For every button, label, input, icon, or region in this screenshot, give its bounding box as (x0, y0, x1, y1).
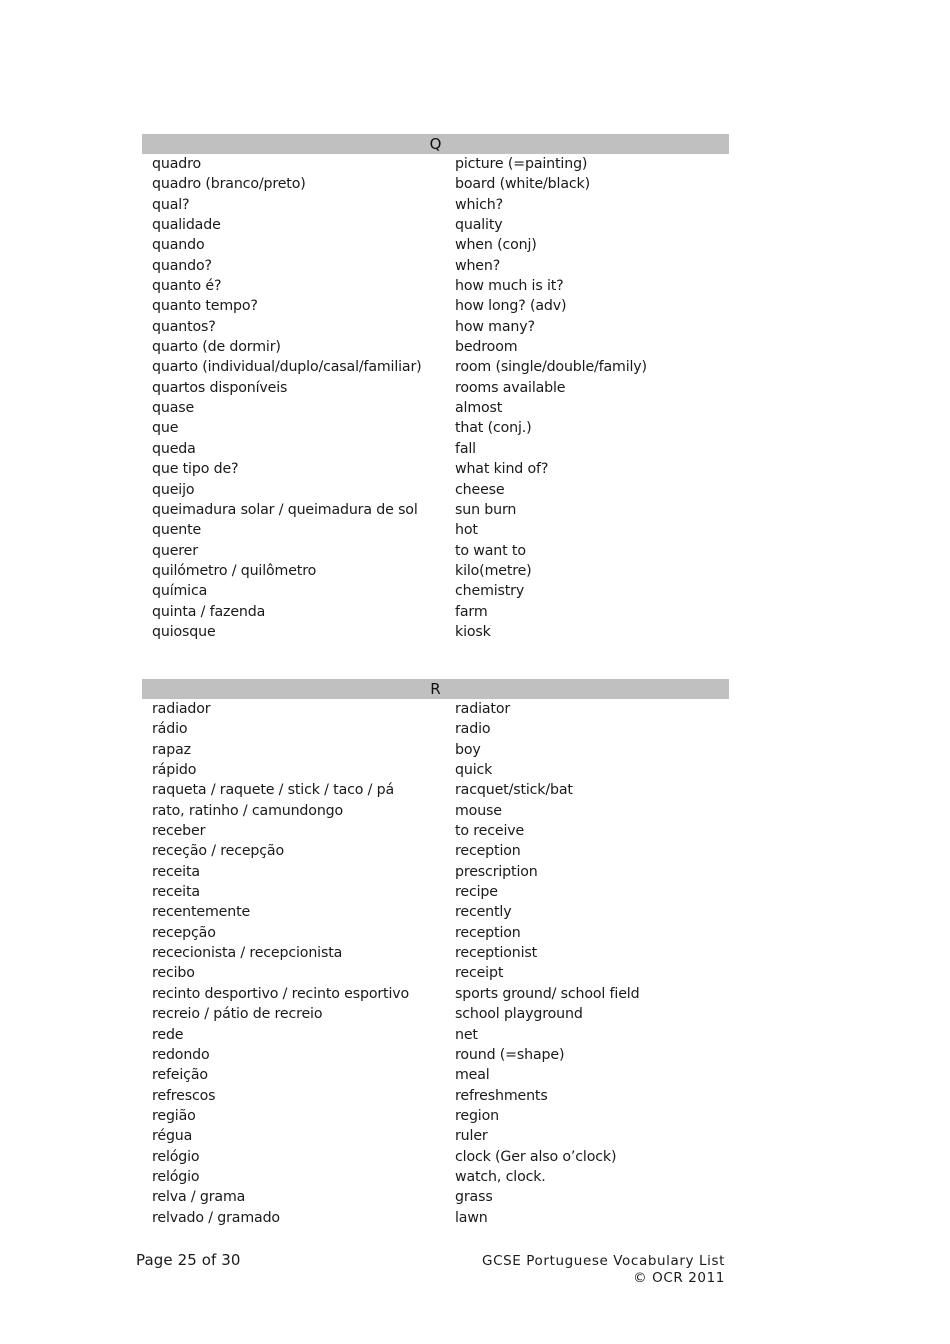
vocab-row (142, 801, 729, 821)
document-title: GCSE Portuguese Vocabulary List (482, 1253, 725, 1269)
english-translation: grass (455, 1189, 493, 1206)
portuguese-term: que (152, 420, 179, 437)
vocab-row (142, 719, 729, 739)
english-translation: almost (455, 400, 503, 417)
vocab-row (142, 276, 729, 296)
vocab-row (142, 602, 729, 622)
vocab-row (142, 480, 729, 500)
portuguese-term: quarto (individual/duplo/casal/familiar) (152, 359, 422, 376)
english-translation: reception (455, 843, 521, 860)
portuguese-term: quando (152, 237, 205, 254)
portuguese-term: relvado / gramado (152, 1209, 280, 1226)
english-translation: which? (455, 196, 503, 213)
portuguese-term: recentemente (152, 904, 251, 921)
english-translation: hot (455, 522, 478, 539)
english-translation: fall (455, 440, 476, 457)
english-translation: ruler (455, 1128, 488, 1145)
english-translation: clock (Ger also o’clock) (455, 1148, 617, 1165)
portuguese-term: relva / grama (152, 1189, 246, 1206)
portuguese-term: rececionista / recepcionista (152, 945, 343, 962)
portuguese-term: quase (152, 400, 195, 417)
portuguese-term: rato, ratinho / camundongo (152, 802, 344, 819)
portuguese-term: rápido (152, 762, 197, 779)
vocab-row (142, 862, 729, 882)
english-translation: region (455, 1107, 499, 1124)
portuguese-term: que tipo de? (152, 461, 239, 478)
vocab-row (142, 760, 729, 780)
english-translation: kilo(metre) (455, 562, 532, 579)
vocab-row (142, 1086, 729, 1106)
english-translation: meal (455, 1067, 490, 1084)
portuguese-term: recinto desportivo / recinto esportivo (152, 985, 410, 1002)
vocab-list-q (142, 154, 729, 642)
vocab-row (142, 317, 729, 337)
portuguese-term: rapaz (152, 741, 191, 758)
english-translation: picture (=painting) (455, 156, 588, 172)
english-translation: room (single/double/family) (455, 359, 647, 376)
portuguese-term: queda (152, 440, 196, 457)
vocab-row (142, 541, 729, 561)
portuguese-term: quanto é? (152, 278, 222, 295)
english-translation: radio (455, 721, 491, 738)
english-translation: how much is it? (455, 278, 564, 295)
vocab-row (142, 378, 729, 398)
english-translation: when (conj) (455, 237, 537, 254)
portuguese-term: recepção (152, 924, 216, 941)
vocab-row (142, 581, 729, 601)
english-translation: quality (455, 217, 503, 234)
portuguese-term: receção / recepção (152, 843, 285, 860)
section-header-r: R (142, 679, 729, 699)
page-number: Page 25 of 30 (136, 1251, 241, 1269)
copyright: © OCR 2011 (633, 1269, 725, 1286)
english-translation: net (455, 1026, 478, 1043)
portuguese-term: régua (152, 1128, 193, 1145)
portuguese-term: recreio / pátio de recreio (152, 1006, 323, 1023)
vocab-row (142, 154, 729, 174)
english-translation: rooms available (455, 379, 566, 396)
vocab-row (142, 439, 729, 459)
english-translation: quick (455, 762, 493, 779)
portuguese-term: química (152, 583, 208, 600)
portuguese-term: quanto tempo? (152, 298, 258, 315)
vocab-row (142, 256, 729, 276)
portuguese-term: receita (152, 884, 200, 901)
portuguese-term: relógio (152, 1168, 200, 1185)
vocab-list-r (142, 699, 729, 1228)
vocab-row (142, 1065, 729, 1085)
english-translation: bedroom (455, 339, 518, 356)
vocab-row (142, 1208, 729, 1228)
portuguese-term: recibo (152, 965, 195, 982)
vocab-row (142, 215, 729, 235)
english-translation: that (conj.) (455, 420, 532, 437)
vocab-row (142, 882, 729, 902)
portuguese-term: quartos disponíveis (152, 379, 288, 396)
vocab-row (142, 174, 729, 194)
portuguese-term: quarto (de dormir) (152, 339, 281, 356)
english-translation: sun burn (455, 501, 517, 518)
english-translation: recently (455, 904, 512, 921)
section-q (142, 134, 729, 642)
portuguese-term: quando? (152, 257, 212, 274)
english-translation: receptionist (455, 945, 538, 962)
vocab-row (142, 902, 729, 922)
english-translation: school playground (455, 1006, 583, 1023)
portuguese-term: quinta / fazenda (152, 603, 266, 620)
portuguese-term: quilómetro / quilômetro (152, 562, 317, 579)
vocab-row (142, 821, 729, 841)
english-translation: receipt (455, 965, 504, 982)
english-translation: to want to (455, 542, 526, 559)
vocab-row (142, 943, 729, 963)
vocab-row (142, 1147, 729, 1167)
english-translation: reception (455, 924, 521, 941)
portuguese-term: quantos? (152, 318, 216, 335)
section-header-q: Q (142, 134, 729, 154)
vocab-row (142, 195, 729, 215)
portuguese-term: raqueta / raquete / stick / taco / pá (152, 782, 395, 799)
english-translation: prescription (455, 863, 538, 880)
vocab-row (142, 1106, 729, 1126)
portuguese-term: quadro (152, 156, 201, 172)
vocab-row (142, 296, 729, 316)
vocab-row (142, 963, 729, 983)
english-translation: how long? (adv) (455, 298, 567, 315)
vocab-row (142, 561, 729, 581)
english-translation: kiosk (455, 623, 491, 640)
vocab-row (142, 459, 729, 479)
portuguese-term: qualidade (152, 217, 221, 234)
english-translation: cheese (455, 481, 505, 498)
vocab-row (142, 622, 729, 642)
english-translation: when? (455, 257, 501, 274)
portuguese-term: quiosque (152, 623, 216, 640)
english-translation: refreshments (455, 1087, 548, 1104)
vocab-row (142, 1045, 729, 1065)
english-translation: how many? (455, 318, 535, 335)
vocab-row (142, 398, 729, 418)
english-translation: mouse (455, 802, 502, 819)
portuguese-term: queimadura solar / queimadura de sol (152, 501, 418, 518)
english-translation: farm (455, 603, 488, 620)
english-translation: radiator (455, 701, 511, 717)
vocab-row (142, 337, 729, 357)
vocab-row (142, 740, 729, 760)
english-translation: boy (455, 741, 481, 758)
portuguese-term: quente (152, 522, 202, 539)
portuguese-term: rede (152, 1026, 184, 1043)
english-translation: watch, clock. (455, 1168, 546, 1185)
vocab-row (142, 357, 729, 377)
portuguese-term: quadro (branco/preto) (152, 176, 306, 193)
footer-doc-info (482, 1253, 725, 1286)
vocab-row (142, 1187, 729, 1207)
vocab-row (142, 418, 729, 438)
portuguese-term: relógio (152, 1148, 200, 1165)
portuguese-term: região (152, 1107, 196, 1124)
english-translation: what kind of? (455, 461, 549, 478)
vocab-row (142, 699, 729, 719)
english-translation: chemistry (455, 583, 525, 600)
vocab-row (142, 235, 729, 255)
vocab-row (142, 1126, 729, 1146)
vocab-row (142, 520, 729, 540)
portuguese-term: qual? (152, 196, 190, 213)
portuguese-term: radiador (152, 701, 211, 717)
portuguese-term: queijo (152, 481, 195, 498)
english-translation: racquet/stick/bat (455, 782, 573, 799)
vocab-row (142, 1004, 729, 1024)
portuguese-term: refeição (152, 1067, 208, 1084)
english-translation: board (white/black) (455, 176, 590, 193)
portuguese-term: refrescos (152, 1087, 216, 1104)
portuguese-term: redondo (152, 1046, 210, 1063)
section-r (142, 679, 729, 1228)
vocab-row (142, 841, 729, 861)
portuguese-term: receber (152, 823, 206, 840)
vocab-row (142, 780, 729, 800)
portuguese-term: receita (152, 863, 200, 880)
vocab-row (142, 984, 729, 1004)
vocab-row (142, 1025, 729, 1045)
vocab-row (142, 1167, 729, 1187)
english-translation: round (=shape) (455, 1046, 565, 1063)
vocab-row (142, 923, 729, 943)
english-translation: to receive (455, 823, 525, 840)
english-translation: sports ground/ school field (455, 985, 640, 1002)
vocab-row (142, 500, 729, 520)
portuguese-term: querer (152, 542, 198, 559)
portuguese-term: rádio (152, 721, 188, 738)
english-translation: lawn (455, 1209, 488, 1226)
english-translation: recipe (455, 884, 498, 901)
